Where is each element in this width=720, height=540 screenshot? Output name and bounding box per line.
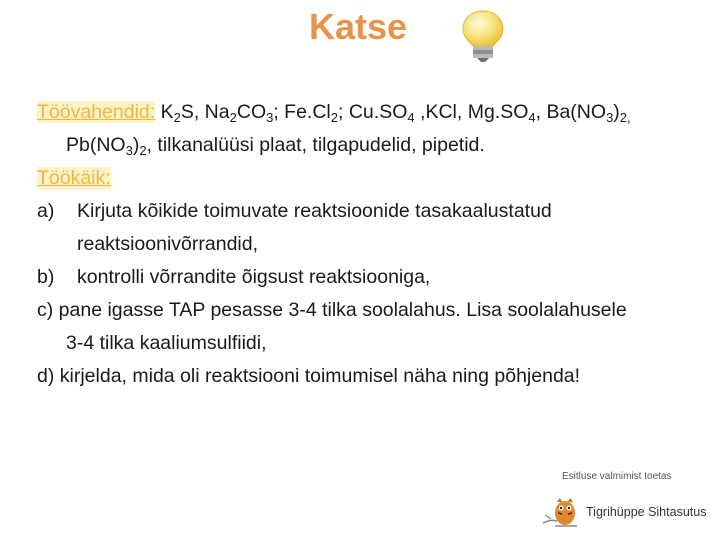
list-item — [37, 195, 712, 228]
list-item-text: Kirjuta kõikide toimuvate reaktsioonide tasakaalustatud — [77, 200, 552, 222]
org-name: Tigrihüppe Sihtasutus — [586, 505, 707, 519]
list-item — [37, 294, 712, 327]
list-item — [37, 360, 712, 393]
materials-line: Töövahendid: $K_2S$, $Na_2CO_3$; $Fe.Cl_2$; $Cu.SO_4$ ,KCl, $Mg.SO_4$, $Ba(NO_3)_{2,}$ — [37, 101, 631, 125]
list-marker: b) — [37, 266, 55, 288]
main-content — [37, 96, 712, 393]
list-marker: c) — [37, 299, 54, 321]
lightbulb-icon — [458, 8, 508, 64]
list-marker: a) — [37, 200, 55, 222]
materials-label: Töövahendid: — [37, 101, 156, 123]
list-item-text: kirjelda, mida oli reaktsiooni toimumisel näha ning põhjenda! — [59, 365, 581, 387]
procedure-label: Töökäik: — [37, 167, 111, 189]
list-item-continuation: 3-4 tilka kaaliumsulfiidi, — [66, 332, 267, 354]
list-marker: d) — [37, 365, 55, 387]
procedure-heading — [37, 162, 712, 195]
support-text: Esitluse valmimist toetas — [562, 471, 672, 482]
list-item-text: pane igasse TAP pesasse 3-4 tilka soolalahus. Lisa soolalahusele — [58, 299, 627, 321]
list-item — [37, 261, 712, 294]
materials-line-2: $Pb(NO_3)_2$, tilkanalüüsi plaat, tilgapudelid, pipetid. — [66, 134, 485, 158]
list-item-text: kontrolli võrrandite õigsust reaktsiooniga, — [77, 266, 431, 288]
page-title: Katse — [309, 6, 408, 47]
list-item-continuation: reaktsioonivõrrandid, — [77, 233, 259, 255]
tiger-logo-icon — [541, 493, 581, 529]
